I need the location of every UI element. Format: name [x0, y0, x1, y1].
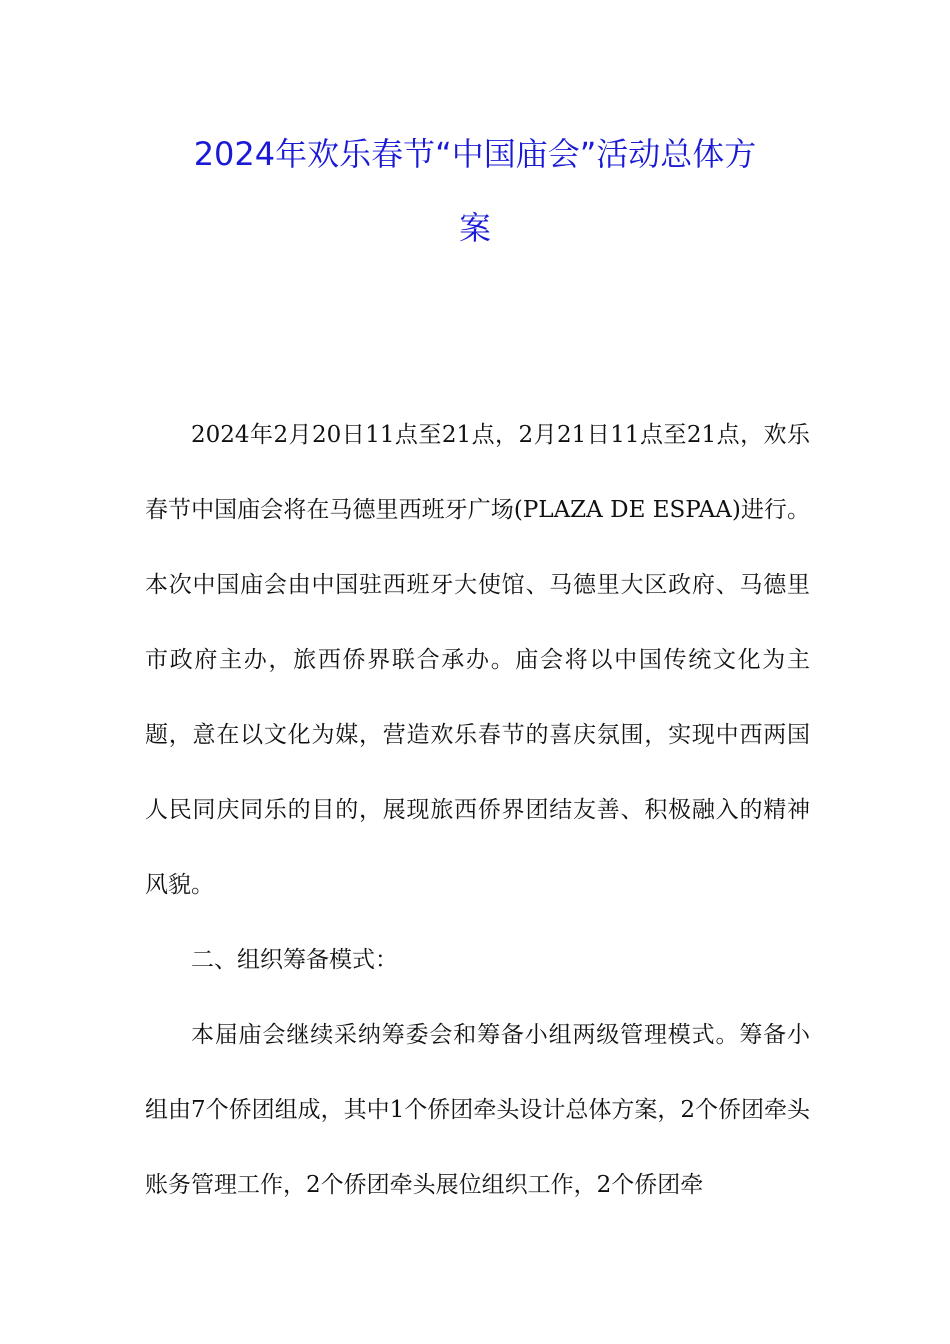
paragraph-intro: 2024年2月20日11点至21点，2月21日11点至21点，欢乐春节中国庙会将在马德里西班牙广场(PLAZA DE ESPAA)进行。本次中国庙会由中国驻西班牙大使馆、马德里大区政府、马德里市政府主办，旅西侨界联合承办。庙会将以中国传统文化为主题，意在以文化为媒，营造欢乐春节的喜庆氛围，实现中西两国人民同庆同乐的目的，展现旅西侨界团结友善、积极融入的精神风貌。 [145, 422, 810, 898]
document-body [145, 398, 810, 1223]
paragraph-organization: 本届庙会继续采纳筹委会和筹备小组两级管理模式。筹备小组由7个侨团组成，其中1个侨团牵头设计总体方案，2个侨团牵头账务管理工作，2个侨团牵头展位组织工作，2个侨团牵 [145, 1022, 810, 1198]
document-title-line-1: 2024年欢乐春节“中国庙会”活动总体方 [193, 135, 757, 173]
document-title-line-2: 案 [458, 209, 491, 247]
section-heading-organization: 二、组织筹备模式： [191, 947, 398, 973]
